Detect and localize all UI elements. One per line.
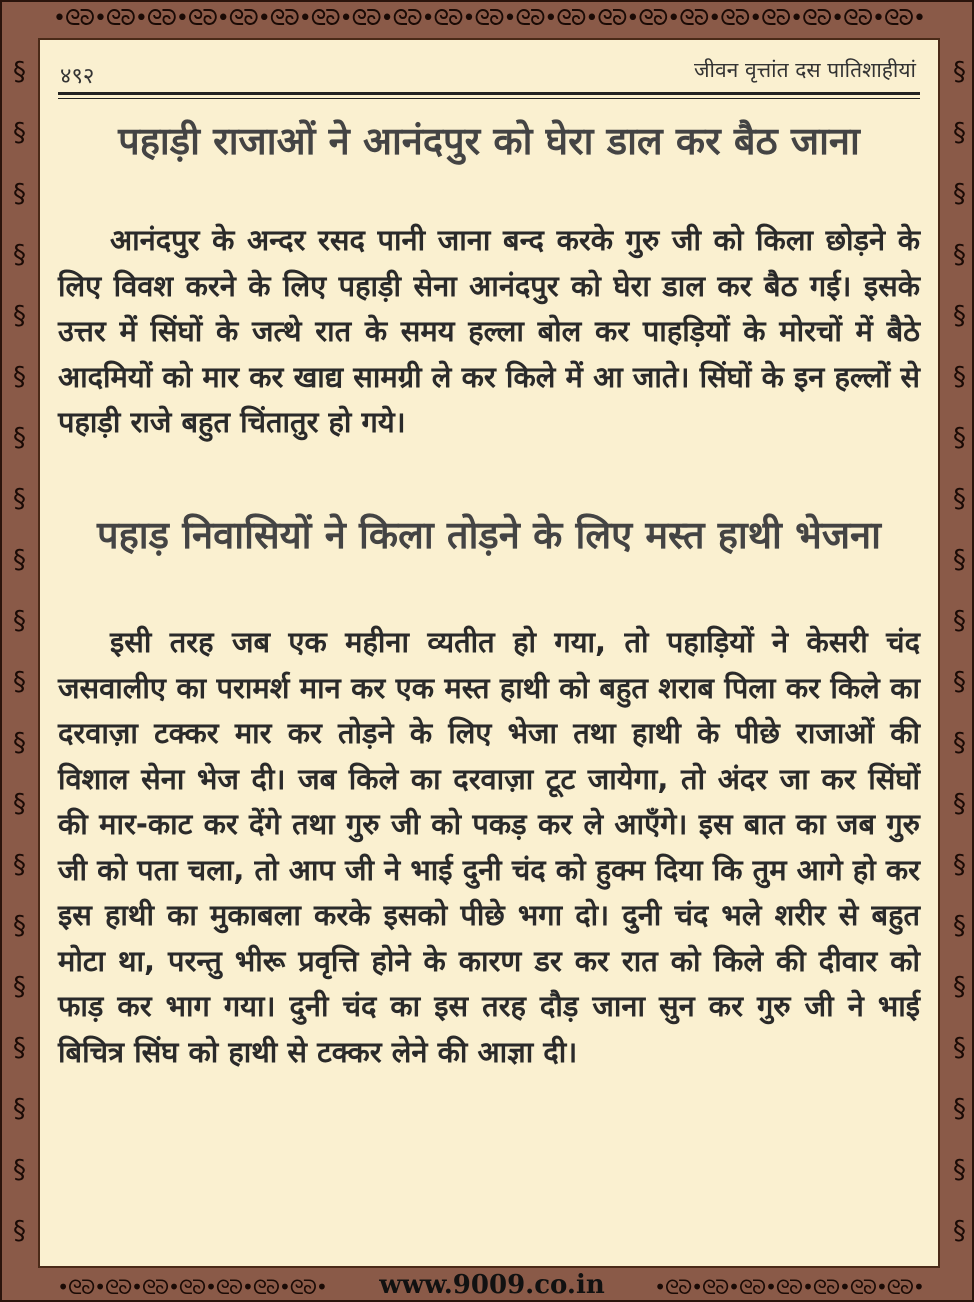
section-heading-1: पहाड़ी राजाओं ने आनंदपुर को घेरा डाल कर बैठ जाना	[118, 119, 860, 163]
left-ornament-border	[4, 42, 34, 1264]
page-number: ४९२	[60, 64, 95, 89]
swirl-ornament-icon: §	[13, 240, 25, 270]
section-paragraph-1: आनंदपुर के अन्दर रसद पानी जाना बन्द करके गुरु जी को किला छोड़ने के लिए विवश करने के लिए पहाड़ी सेना आनंदपुर को घेरा डाल कर बैठ गई। इसके उत्तर में सिंघों के जत्थे रात के समय हल्ला बोल कर पाहड़ियों के मोरचों में बैठे आदमियों को मार कर खाद्य सामग्री ले कर किले में आ जाते। सिंघों के इन हल्लों से पहाड़ी राजे बहुत चिंतातुर हो गये।	[58, 223, 920, 439]
swirl-ornament-icon: §	[13, 1216, 25, 1246]
page-paper	[38, 38, 940, 1268]
swirl-ornament-icon: §	[953, 1155, 965, 1185]
swirl-ornament-icon: §	[13, 545, 25, 575]
header-rule-thick	[58, 92, 920, 95]
swirl-ornament-icon: §	[13, 606, 25, 636]
swirl-ornament-icon: §	[13, 1155, 25, 1185]
swirl-ornament-icon: §	[953, 911, 965, 941]
swirl-ornament-icon: §	[13, 179, 25, 209]
swirl-ornament-icon: §	[13, 118, 25, 148]
top-ornament-border: •ᘓᘐ•ᘓᘐ•ᘓᘐ•ᘓᘐ•ᘓᘐ•ᘓᘐ•ᘓᘐ•ᘓᘐ•ᘓᘐ•ᘓᘐ•ᘓᘐ•ᘓᘐ•ᘓᘐ•ᘓᘐ•ᘓᘐ•ᘓᘐ•ᘓᘐ•ᘓᘐ•ᘓᘐ•ᘓᘐ•ᘓᘐ•	[53, 6, 925, 31]
swirl-ornament-icon: §	[953, 57, 965, 87]
swirl-ornament-icon: §	[953, 667, 965, 697]
swirl-ornament-icon: §	[13, 667, 25, 697]
swirl-ornament-icon: §	[13, 850, 25, 880]
swirl-ornament-icon: §	[13, 423, 25, 453]
swirl-ornament-icon: §	[13, 484, 25, 514]
swirl-ornament-icon: §	[953, 240, 965, 270]
swirl-ornament-icon: §	[953, 362, 965, 392]
swirl-ornament-icon: §	[13, 1094, 25, 1124]
right-ornament-border	[944, 42, 974, 1264]
swirl-ornament-icon: §	[13, 301, 25, 331]
swirl-ornament-icon: §	[13, 728, 25, 758]
swirl-ornament-icon: §	[953, 606, 965, 636]
swirl-ornament-icon: §	[953, 1033, 965, 1063]
bottom-right-ornament-border: •ᘓᘐ•ᘓᘐ•ᘓᘐ•ᘓᘐ•ᘓᘐ•ᘓᘐ•ᘓᘐ•	[654, 1275, 924, 1299]
swirl-ornament-icon: §	[953, 423, 965, 453]
swirl-ornament-icon: §	[13, 789, 25, 819]
swirl-ornament-icon: §	[953, 972, 965, 1002]
swirl-ornament-icon: §	[13, 972, 25, 1002]
section-heading-2: पहाड़ निवासियों ने किला तोड़ने के लिए मस्त हाथी भेजना	[97, 513, 881, 557]
swirl-ornament-icon: §	[953, 1216, 965, 1246]
bottom-left-ornament-border: •ᘓᘐ•ᘓᘐ•ᘓᘐ•ᘓᘐ•ᘓᘐ•ᘓᘐ•ᘓᘐ•	[57, 1275, 327, 1299]
swirl-ornament-icon: §	[13, 911, 25, 941]
swirl-ornament-icon: §	[953, 179, 965, 209]
swirl-ornament-icon: §	[953, 301, 965, 331]
swirl-ornament-icon: §	[13, 57, 25, 87]
header-rule-thin	[58, 98, 920, 99]
swirl-ornament-icon: §	[953, 1094, 965, 1124]
swirl-ornament-icon: §	[953, 484, 965, 514]
running-title: जीवन वृत्तांत दस पातिशाहीयां	[693, 58, 916, 82]
section-paragraph-2: इसी तरह जब एक महीना व्यतीत हो गया, तो पहाड़ियों ने केसरी चंद जसवालीए का परामर्श मान कर एक मस्त हाथी को बहुत शराब पिला कर किले का दरवाज़ा टक्कर मार कर तोड़ने के लिए भेजा तथा हाथी के पीछे राजाओं की विशाल सेना भेज दी। जब किले का दरवाज़ा टूट जायेगा, तो अंदर जा कर सिंघों की मार-काट कर देंगे तथा गुरु जी को पकड़ कर ले आएँगे। इस बात का जब गुरु जी को पता चला, तो आप जी ने भाई दुनी चंद को हुक्म दिया कि तुम आगे हो कर इस हाथी का मुकाबला करके इसको पीछे भगा दो। दुनी चंद भले शरीर से बहुत मोटा था, परन्तु भीरू प्रवृत्ति होने के कारण डर कर रात को किले की दीवार को फाड़ कर भाग गया। दुनी चंद का इस तरह दौड़ जाना सुन कर गुरु जी ने भाई बिचित्र सिंघ को हाथी से टक्कर लेने की आज्ञा दी।	[58, 625, 920, 1069]
swirl-ornament-icon: §	[953, 789, 965, 819]
footer-website-link[interactable]: www.9009.co.in	[379, 1270, 605, 1300]
swirl-ornament-icon: §	[953, 545, 965, 575]
swirl-ornament-icon: §	[953, 850, 965, 880]
swirl-ornament-icon: §	[953, 118, 965, 148]
swirl-ornament-icon: §	[13, 1033, 25, 1063]
swirl-ornament-icon: §	[13, 362, 25, 392]
swirl-ornament-icon: §	[953, 728, 965, 758]
